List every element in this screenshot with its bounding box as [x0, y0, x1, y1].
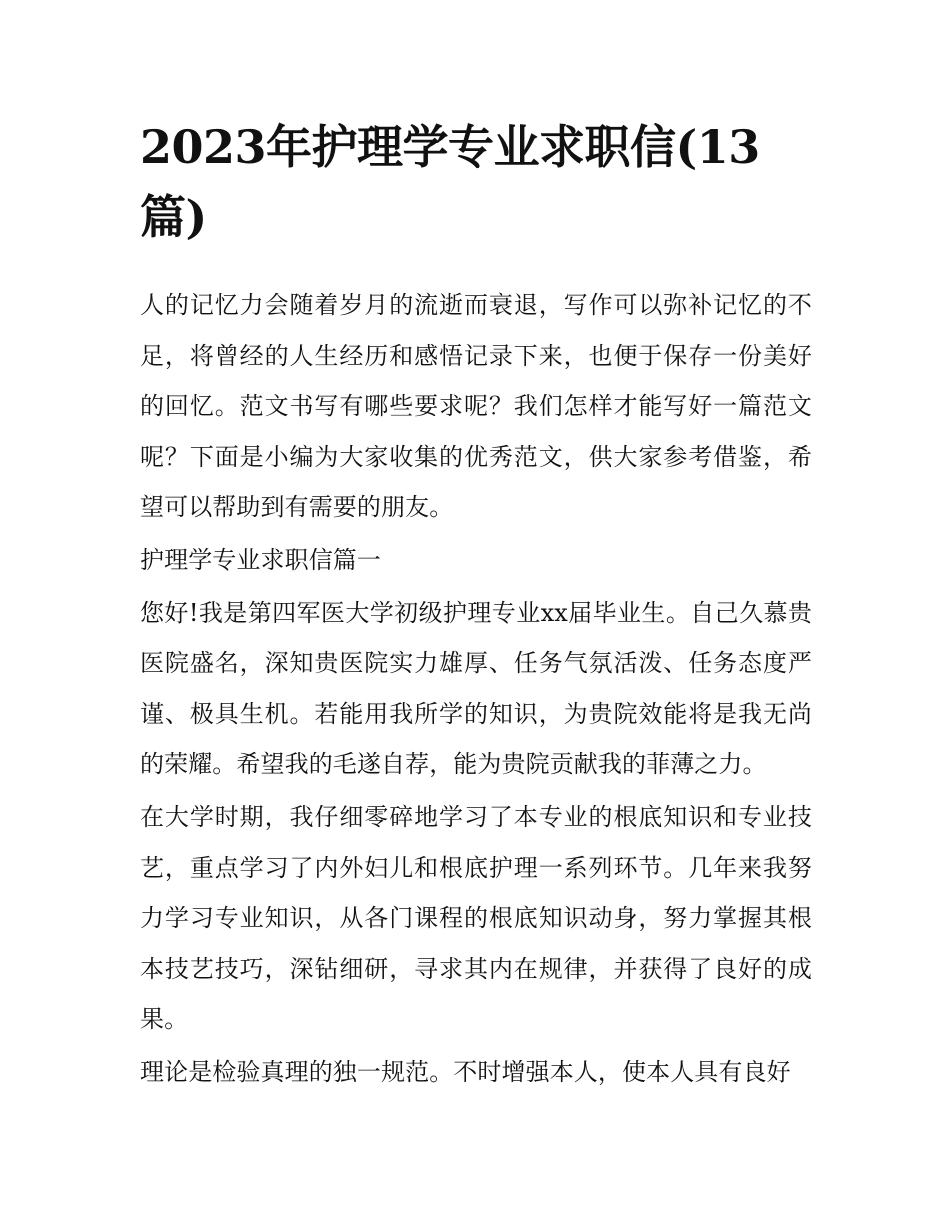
- document-page: [140, 112, 812, 1098]
- document-title: 2023年护理学专业求职信(13篇): [140, 120, 760, 244]
- section-heading: 护理学专业求职信篇一: [140, 545, 381, 574]
- body-paragraph-2: 在大学时期，我仔细零碎地学习了本专业的根底知识和专业技艺，重点学习了内外妇儿和根底护理一系列环节。几年来我努力学习专业知识，从各门课程的根底知识动身，努力掌握其根本技艺技巧，深钻细研，寻求其内在规律，并获得了良好的成果。: [140, 802, 812, 1034]
- body-paragraph-1: 您好!我是第四军医大学初级护理专业xx届毕业生。自己久慕贵医院盛名，深知贵医院实力雄厚、任务气氛活泼、任务态度严谨、极具生机。若能用我所学的知识，为贵院效能将是我无尚的荣耀。希望我的毛遂自荐，能为贵院贡献我的菲薄之力。: [140, 598, 812, 779]
- intro-paragraph: 人的记忆力会随着岁月的流逝而衰退，写作可以弥补记忆的不足，将曾经的人生经历和感悟记录下来，也便于保存一份美好的回忆。范文书写有哪些要求呢？我们怎样才能写好一篇范文呢？下面是小编为大家收集的优秀范文，供大家参考借鉴，希望可以帮助到有需要的朋友。: [140, 291, 812, 522]
- body-paragraph-3: 理论是检验真理的独一规范。不时增强本人，使本人具有良好: [140, 1057, 791, 1086]
